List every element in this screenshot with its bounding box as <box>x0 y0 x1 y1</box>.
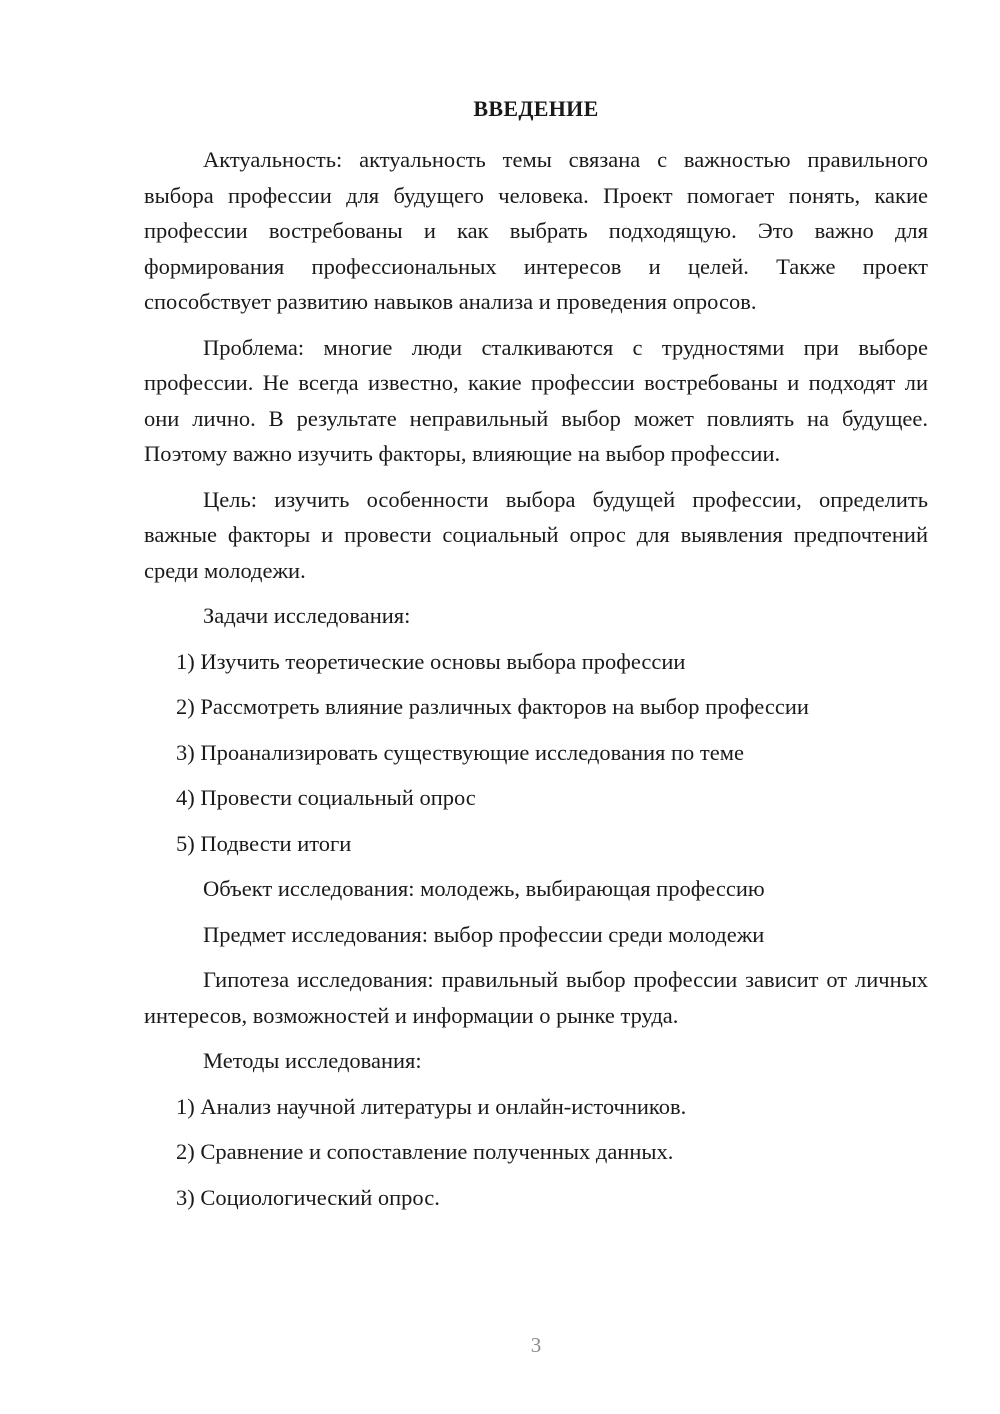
methods-heading: Методы исследования: <box>203 1048 422 1073</box>
tasks-list <box>144 644 928 862</box>
page-number: 3 <box>530 1333 542 1357</box>
research-subject: Предмет исследования: выбор профессии среди молодежи <box>203 921 765 947</box>
methods-list <box>144 1089 928 1216</box>
task-item: 5) Подвести итоги <box>176 830 352 856</box>
page-title: ВВЕДЕНИЕ <box>473 96 599 121</box>
problem-paragraph: Проблема: многие люди сталкиваются с трудностями при выборе профессии. Не всегда известно, какие профессии востребованы и подходят ли они лично. В результате неправильный выбор может повлиять на будущее. Поэтому важно изучить факторы, влияющие на выбор профессии. <box>144 334 928 466</box>
task-item: 2) Рассмотреть влияние различных факторов на выбор профессии <box>176 694 809 719</box>
task-item: 1) Изучить теоретические основы выбора профессии <box>176 648 686 674</box>
document-body <box>144 142 928 1225</box>
goal-paragraph: Цель: изучить особенности выбора будущей профессии, определить важные факторы и провести социальный опрос для выявления предпочтений среди молодежи. <box>144 486 928 583</box>
task-item: 3) Проанализировать существующие исследования по теме <box>176 739 744 765</box>
research-object: Объект исследования: молодежь, выбирающая профессию <box>203 876 765 901</box>
method-item: 3) Социологический опрос. <box>176 1184 440 1210</box>
task-item: 4) Провести социальный опрос <box>176 785 476 810</box>
hypothesis-paragraph: Гипотеза исследования: правильный выбор профессии зависит от личных интересов, возможностей и информации о рынке труда. <box>144 967 928 1028</box>
method-item: 1) Анализ научной литературы и онлайн-источников. <box>176 1093 687 1119</box>
relevance-paragraph: Актуальность: актуальность темы связана с важностью правильного выбора профессии для будущего человека. Проект помогает понять, какие профессии востребованы и как выбрать подходящую. Это важно для формирования профессиональных интересов и целей. Также проект способствует развитию навыков анализа и проведения опросов. <box>144 147 928 314</box>
tasks-heading: Задачи исследования: <box>203 603 411 628</box>
method-item: 2) Сравнение и сопоставление полученных данных. <box>176 1139 674 1164</box>
